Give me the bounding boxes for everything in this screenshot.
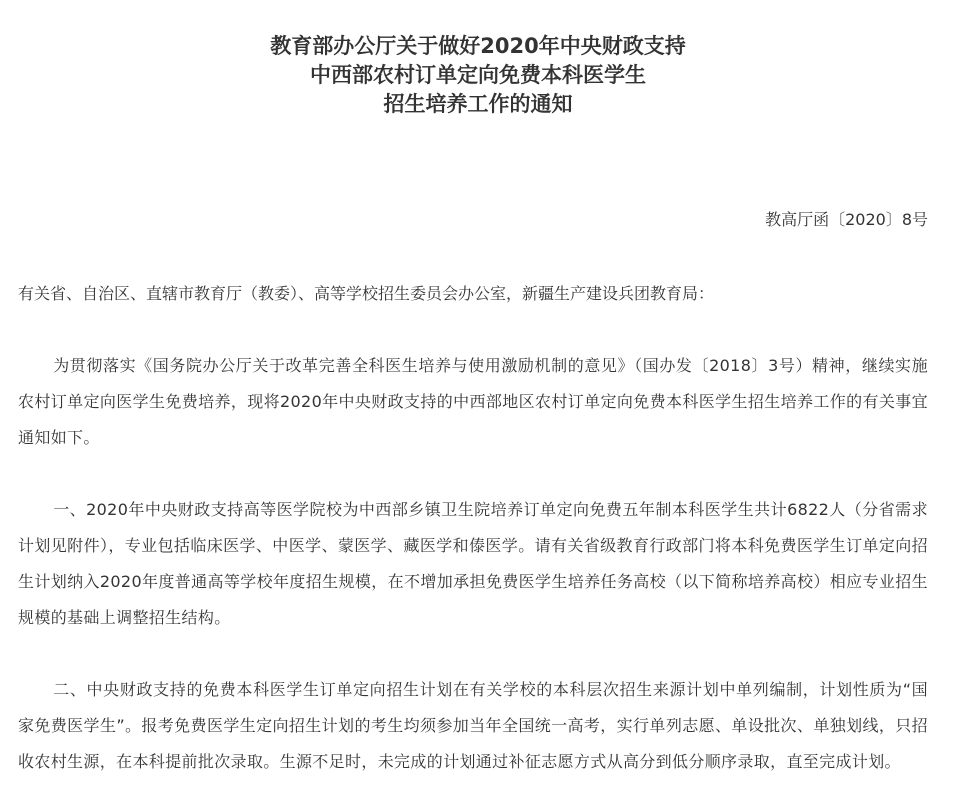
document-title [18,32,928,119]
title-line-2: 中西部农村订单定向免费本科医学生 [310,63,646,87]
title-line-3: 招生培养工作的通知 [383,92,573,116]
paragraph-intro: 为贯彻落实《国务院办公厅关于改革完善全科医生培养与使用激励机制的意见》（国办发〔2018〕3号）精神，继续实施农村订单定向医学生免费培养，现将2020年中央财政支持的中西部地区农村订单定向免费本科医学生招生培养工作的有关事宜通知如下。 [18,356,928,447]
paragraph-section-2: 二、中央财政支持的免费本科医学生订单定向招生计划在有关学校的本科层次招生来源计划中单列编制，计划性质为“国家免费医学生”。报考免费医学生定向招生计划的考生均须参加当年全国统一高考，实行单列志愿、单设批次、单独划线，只招收农村生源，在本科提前批次录取。生源不足时，未完成的计划通过补征志愿方式从高分到低分顺序录取，直至完成计划。 [18,680,928,771]
document-page [0,32,966,802]
document-number: 教高厅函〔2020〕8号 [765,210,928,229]
title-line-1: 教育部办公厅关于做好2020年中央财政支持 [270,34,686,58]
paragraph-section-1: 一、2020年中央财政支持高等医学院校为中西部乡镇卫生院培养订单定向免费五年制本科医学生共计6822人（分省需求计划见附件），专业包括临床医学、中医学、蒙医学、藏医学和傣医学。请有关省级教育行政部门将本科免费医学生订单定向招生计划纳入2020年度普通高等学校年度招生规模，在不增加承担免费医学生培养任务高校（以下简称培养高校）相应专业招生规模的基础上调整招生结构。 [18,500,928,627]
salutation: 有关省、自治区、直辖市教育厅（教委）、高等学校招生委员会办公室，新疆生产建设兵团教育局： [18,284,715,303]
